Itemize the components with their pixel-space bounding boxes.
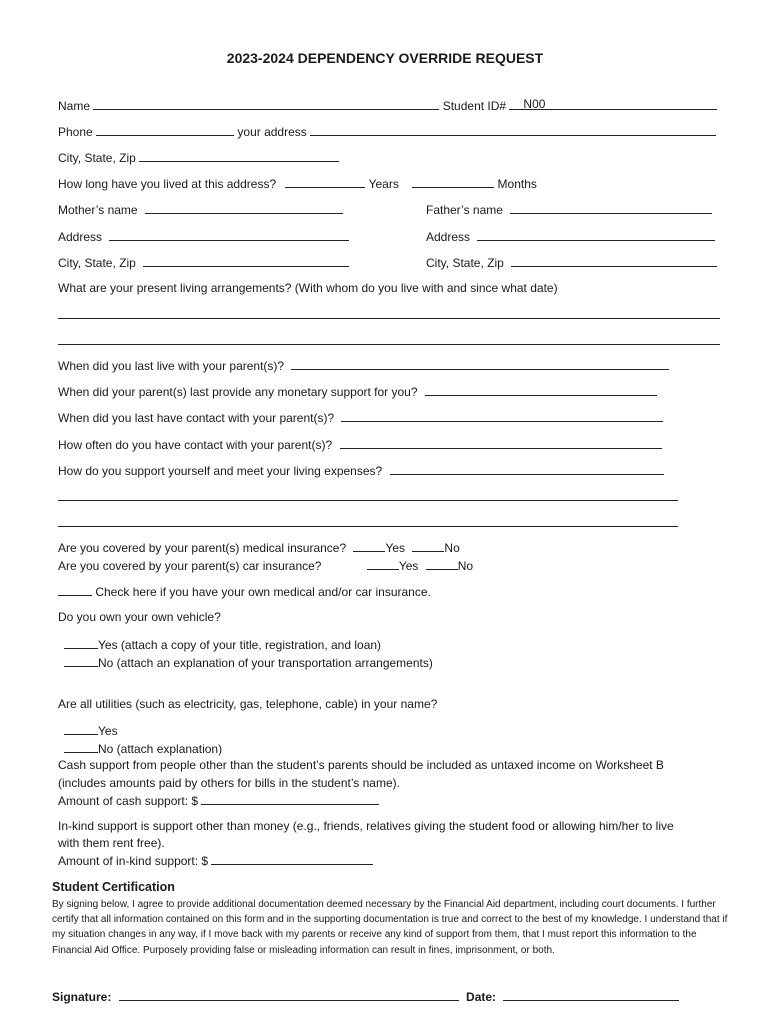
mother-name-label: Mother’s name — [58, 203, 138, 217]
mother-csz-row — [58, 255, 349, 270]
name-label: Name — [58, 99, 91, 113]
how-long-row — [58, 176, 537, 191]
certification-body: By signing below, I agree to provide additional documentation deemed necessary by the Financial Aid department, including court documents. I further certify that all information contained on this form and in the supporting documentation is true and correct to the best of my knowledge. I understand that if my situation changes in any way, if I move back with my parents or receive any kind of support from them, that I must report this information to the Financial Aid Office. Purposely providing false or misleading information can result in fines, imprisonment, or both. — [52, 899, 728, 956]
csz-label: City, State, Zip — [58, 151, 136, 165]
student-id-value: N00 — [523, 97, 546, 111]
living-arrangements-line-1[interactable] — [58, 318, 720, 319]
contact-often-field[interactable] — [340, 437, 662, 449]
mother-csz-label: City, State, Zip — [58, 256, 136, 270]
last-live-field[interactable] — [291, 358, 669, 370]
own-insurance-checkbox[interactable] — [58, 584, 92, 596]
phone-label: Phone — [58, 125, 93, 139]
car-insurance-question: Are you covered by your parent(s) car insurance? — [58, 559, 322, 573]
cash-amount-field[interactable] — [201, 793, 379, 805]
how-long-label: How long have you lived at this address? — [58, 177, 277, 191]
signature-field[interactable] — [119, 989, 459, 1001]
mother-address-row — [58, 229, 349, 244]
father-address-field[interactable] — [477, 229, 715, 241]
support-yourself-row — [58, 463, 664, 478]
cash-support-text-2: (includes amounts paid by others for bills in the student’s name). — [58, 776, 400, 790]
car-no-label: No — [457, 559, 474, 573]
last-live-question: When did you last live with your parent(s)? — [58, 359, 285, 373]
csz-field[interactable] — [139, 150, 339, 162]
own-insurance-row — [58, 584, 431, 599]
last-contact-field[interactable] — [341, 410, 663, 422]
medical-no-label: No — [444, 541, 460, 555]
months-label: Months — [497, 177, 537, 191]
phone-row — [58, 124, 716, 139]
inkind-text-2: with them rent free). — [58, 836, 165, 850]
last-support-field[interactable] — [425, 384, 657, 396]
phone-field[interactable] — [96, 124, 234, 136]
vehicle-yes-row — [64, 637, 381, 652]
father-name-label: Father’s name — [426, 203, 503, 217]
cash-amount-row — [58, 793, 379, 808]
name-row — [58, 98, 717, 113]
mother-csz-field[interactable] — [143, 255, 349, 267]
last-support-question: When did your parent(s) last provide any monetary support for you? — [58, 385, 418, 399]
utilities-no-label: No (attach explanation) — [98, 742, 223, 756]
address-label: your address — [237, 125, 307, 139]
signature-label: Signature: — [52, 990, 112, 1004]
utilities-question: Are all utilities (such as electricity, gas, telephone, cable) in your name? — [58, 697, 438, 711]
date-label: Date: — [466, 990, 497, 1004]
name-field[interactable] — [93, 98, 439, 110]
last-live-row — [58, 358, 669, 373]
years-label: Years — [368, 177, 399, 191]
vehicle-no-label: No (attach an explanation of your transportation arrangements) — [98, 656, 433, 670]
father-name-row — [426, 202, 712, 217]
utilities-yes-row — [64, 723, 118, 738]
student-id-field[interactable] — [509, 98, 717, 110]
support-yourself-question: How do you support yourself and meet your living expenses? — [58, 464, 383, 478]
certification-title: Student Certification — [52, 880, 175, 894]
csz-row — [58, 150, 339, 165]
years-field[interactable] — [285, 176, 365, 188]
inkind-text-1: In-kind support is support other than money (e.g., friends, relatives giving the student food or allowing him/her to live — [58, 819, 674, 833]
mother-name-field[interactable] — [145, 202, 343, 214]
inkind-amount-field[interactable] — [211, 853, 373, 865]
utilities-yes-label: Yes — [98, 724, 118, 738]
own-insurance-label: Check here if you have your own medical and/or car insurance. — [95, 585, 431, 599]
car-yes-label: Yes — [398, 559, 419, 573]
medical-insurance-question: Are you covered by your parent(s) medical insurance? — [58, 541, 347, 555]
car-insurance-row — [58, 558, 473, 573]
living-arrangements-line-2[interactable] — [58, 344, 720, 345]
cash-support-text-1: Cash support from people other than the student’s parents should be included as untaxed income on Worksheet B — [58, 758, 664, 772]
support-yourself-line-1[interactable] — [58, 500, 678, 501]
vehicle-no-row — [64, 655, 433, 670]
last-contact-row — [58, 410, 663, 425]
vehicle-question: Do you own your own vehicle? — [58, 610, 221, 624]
last-support-row — [58, 384, 657, 399]
father-name-field[interactable] — [510, 202, 712, 214]
medical-insurance-row — [58, 540, 460, 555]
contact-often-question: How often do you have contact with your parent(s)? — [58, 438, 333, 452]
car-no-field[interactable] — [426, 558, 458, 570]
date-field[interactable] — [503, 989, 679, 1001]
utilities-no-row — [64, 741, 222, 756]
medical-no-field[interactable] — [412, 540, 444, 552]
father-csz-label: City, State, Zip — [426, 256, 504, 270]
form-title: 2023-2024 DEPENDENCY OVERRIDE REQUEST — [226, 50, 544, 66]
months-field[interactable] — [412, 176, 494, 188]
signature-row — [52, 989, 679, 1004]
cash-amount-label: Amount of cash support: $ — [58, 794, 199, 808]
living-arrangements-question: What are your present living arrangements? (With whom do you live with and since what date) — [58, 281, 558, 295]
car-yes-field[interactable] — [367, 558, 399, 570]
vehicle-yes-field[interactable] — [64, 637, 98, 649]
mother-address-field[interactable] — [109, 229, 349, 241]
vehicle-no-field[interactable] — [64, 655, 98, 667]
inkind-amount-label: Amount of in-kind support: $ — [58, 854, 209, 868]
medical-yes-label: Yes — [385, 541, 406, 555]
last-contact-question: When did you last have contact with your parent(s)? — [58, 411, 335, 425]
mother-address-label: Address — [58, 230, 103, 244]
student-id-label: Student ID# — [442, 99, 507, 113]
medical-yes-field[interactable] — [353, 540, 385, 552]
father-csz-row — [426, 255, 717, 270]
support-yourself-line-2[interactable] — [58, 526, 678, 527]
address-field[interactable] — [310, 124, 716, 136]
inkind-amount-row — [58, 853, 373, 868]
contact-often-row — [58, 437, 662, 452]
support-yourself-field[interactable] — [390, 463, 664, 475]
father-address-label: Address — [426, 230, 471, 244]
vehicle-yes-label: Yes (attach a copy of your title, registration, and loan) — [98, 638, 382, 652]
father-csz-field[interactable] — [511, 255, 717, 267]
mother-name-row — [58, 202, 343, 217]
utilities-yes-field[interactable] — [64, 723, 98, 735]
utilities-no-field[interactable] — [64, 741, 98, 753]
father-address-row — [426, 229, 715, 244]
